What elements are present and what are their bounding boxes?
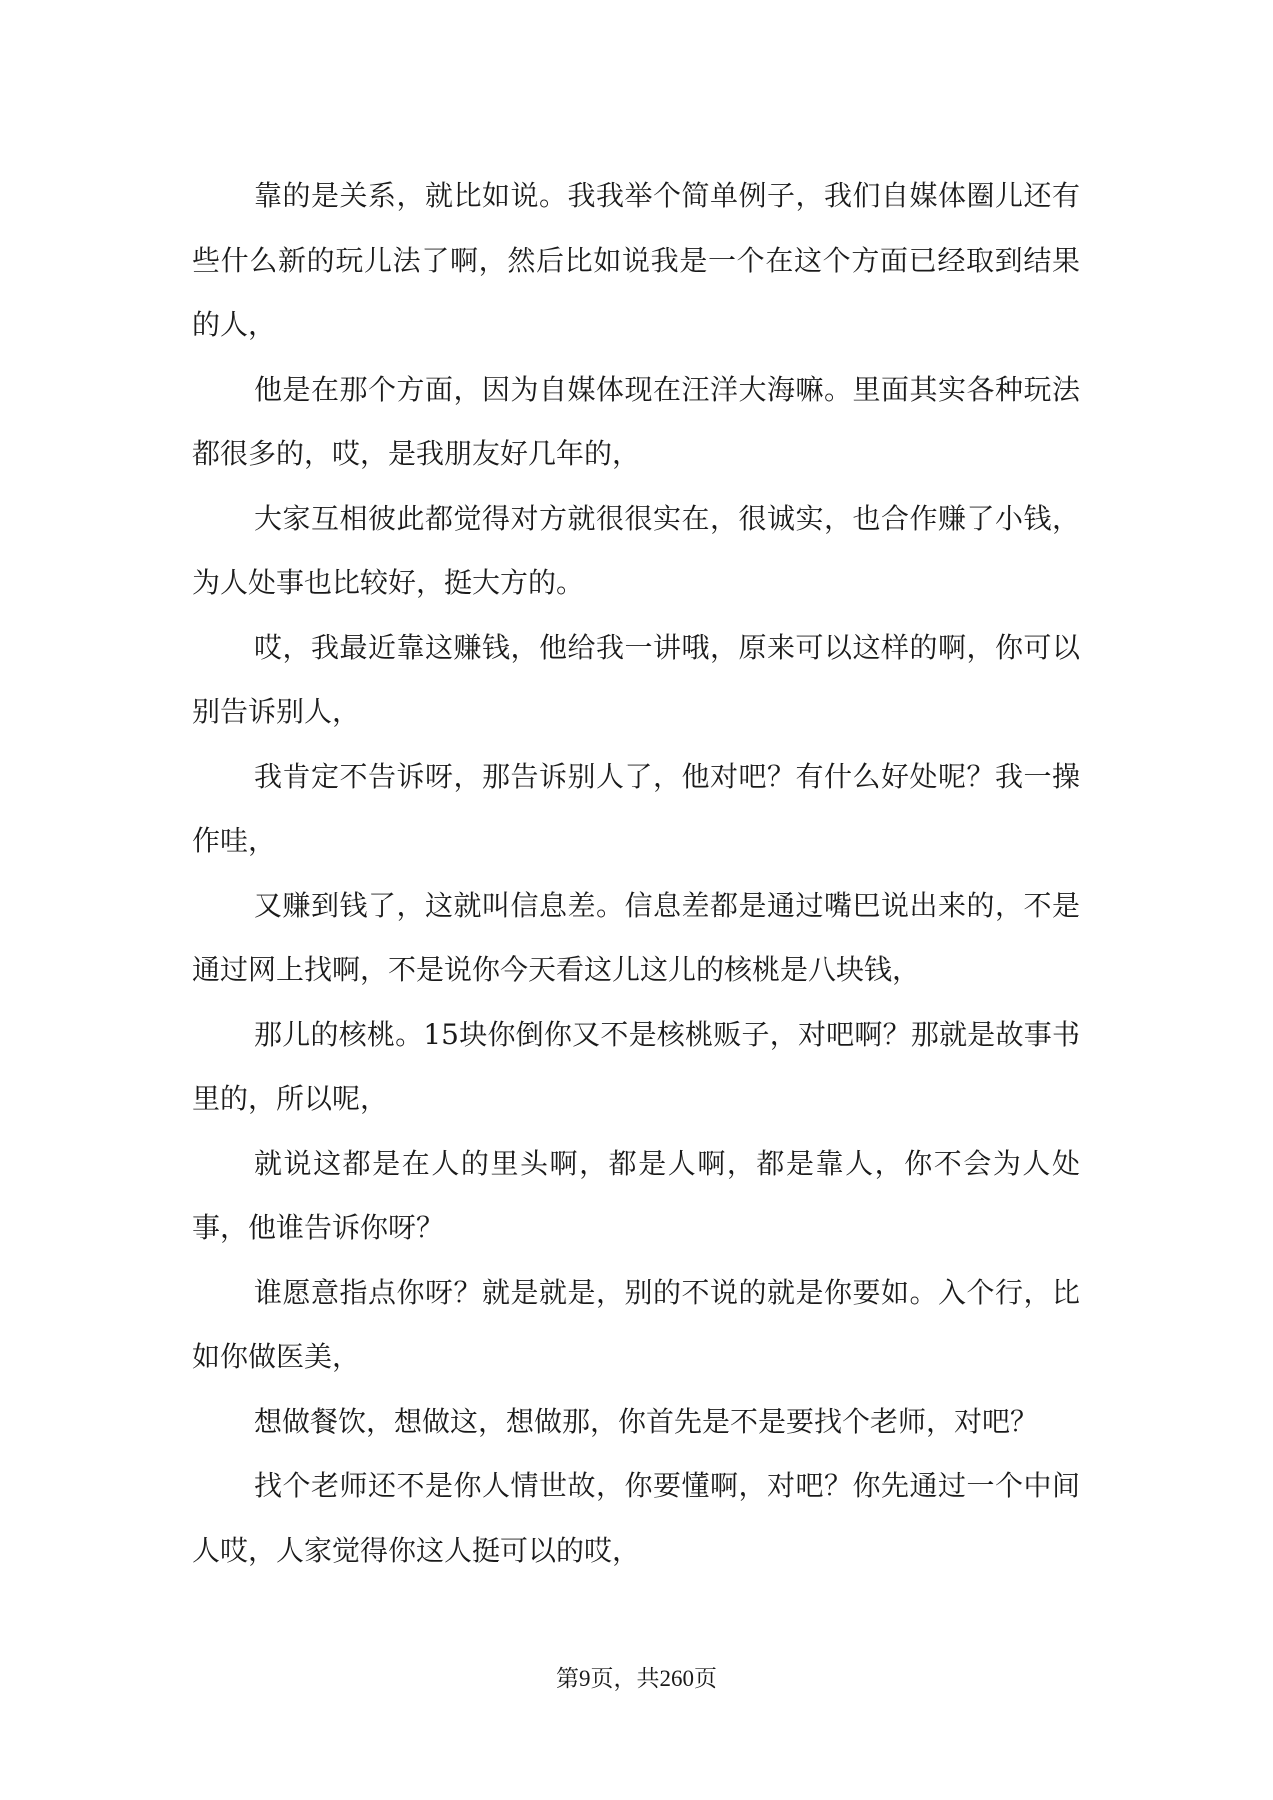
page-number-footer: 第9页，共260页 — [556, 1666, 717, 1691]
paragraph: 谁愿意指点你呀？就是就是，别的不说的就是你要如。入个行，比如你做医美， — [192, 1275, 1080, 1373]
paragraph: 那儿的核桃。15块你倒你又不是核桃贩子，对吧啊？那就是故事书里的，所以呢， — [192, 1017, 1080, 1115]
paragraph: 想做餐饮，想做这，想做那，你首先是不是要找个老师，对吧？ — [254, 1404, 1039, 1438]
paragraph: 找个老师还不是你人情世故，你要懂啊，对吧？你先通过一个中间人哎，人家觉得你这人挺可以的哎， — [192, 1469, 1080, 1567]
paragraph: 我肯定不告诉呀，那告诉别人了，他对吧？有什么好处呢？我一操作哇， — [192, 759, 1080, 857]
paragraph: 就说这都是在人的里头啊，都是人啊，都是靠人，你不会为人处事，他谁告诉你呀？ — [192, 1146, 1080, 1244]
paragraph: 靠的是关系，就比如说。我我举个简单例子，我们自媒体圈儿还有些什么新的玩儿法了啊，然后比如说我是一个在这个方面已经取到结果的人， — [192, 179, 1080, 341]
paragraph: 他是在那个方面，因为自媒体现在汪洋大海嘛。里面其实各种玩法都很多的，哎，是我朋友好几年的， — [192, 372, 1080, 470]
paragraph: 又赚到钱了，这就叫信息差。信息差都是通过嘴巴说出来的，不是通过网上找啊，不是说你今天看这儿这儿的核桃是八块钱， — [192, 888, 1080, 986]
paragraph: 哎，我最近靠这赚钱，他给我一讲哦，原来可以这样的啊，你可以别告诉别人， — [192, 630, 1080, 728]
paragraph: 大家互相彼此都觉得对方就很很实在，很诚实，也合作赚了小钱，为人处事也比较好，挺大方的。 — [192, 501, 1080, 599]
body-text — [192, 164, 1080, 1583]
